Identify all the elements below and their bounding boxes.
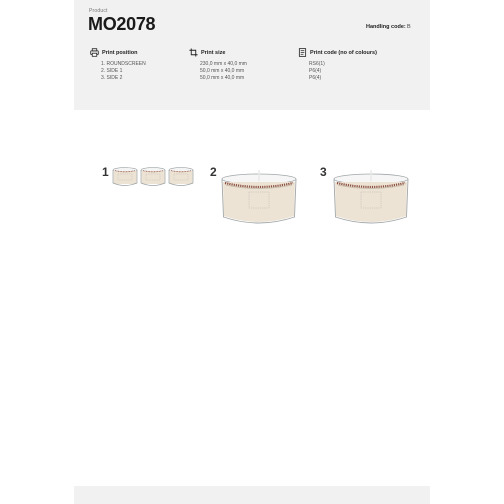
print-position-line: 2. SIDE 1 [101, 68, 123, 74]
view-3-candle-image [332, 162, 410, 228]
product-code: MO2078 [88, 14, 156, 34]
print-size-line: 230,0 mm x 40,0 mm [200, 61, 247, 67]
crop-icon [189, 48, 198, 57]
print-size-line: 50,0 mm x 40,0 mm [200, 68, 245, 74]
print-position-line: 1. ROUNDSCREEN [101, 61, 146, 67]
print-code-title: Print code (no of colours) [310, 49, 377, 56]
print-size-line: 50,0 mm x 40,0 mm [200, 75, 245, 81]
view-number-3: 3 [320, 165, 327, 179]
view-number-1: 1 [102, 165, 109, 179]
handling-code-label: Handling code: [366, 24, 406, 30]
product-label: Product [89, 8, 108, 14]
handling-code-value: B [407, 24, 411, 30]
print-code-line: RS6(1) [309, 61, 325, 67]
print-size-column [189, 48, 247, 82]
header-panel [74, 0, 430, 110]
view-number-2: 2 [210, 165, 217, 179]
view-2-candle-image [220, 162, 298, 228]
print-code-line: P6(4) [309, 68, 322, 74]
print-size-title: Print size [201, 49, 226, 56]
product-views [74, 160, 430, 230]
document-icon [298, 48, 307, 57]
print-position-title: Print position [102, 49, 138, 56]
print-position-line: 3. SIDE 2 [101, 75, 123, 81]
print-code-column [298, 48, 377, 82]
print-code-line: P6(4) [309, 75, 322, 81]
footer-panel [74, 486, 430, 504]
product-sheet [74, 0, 430, 504]
view-1-candles-image [112, 162, 196, 190]
print-position-column [90, 48, 146, 82]
printer-icon [90, 48, 99, 57]
